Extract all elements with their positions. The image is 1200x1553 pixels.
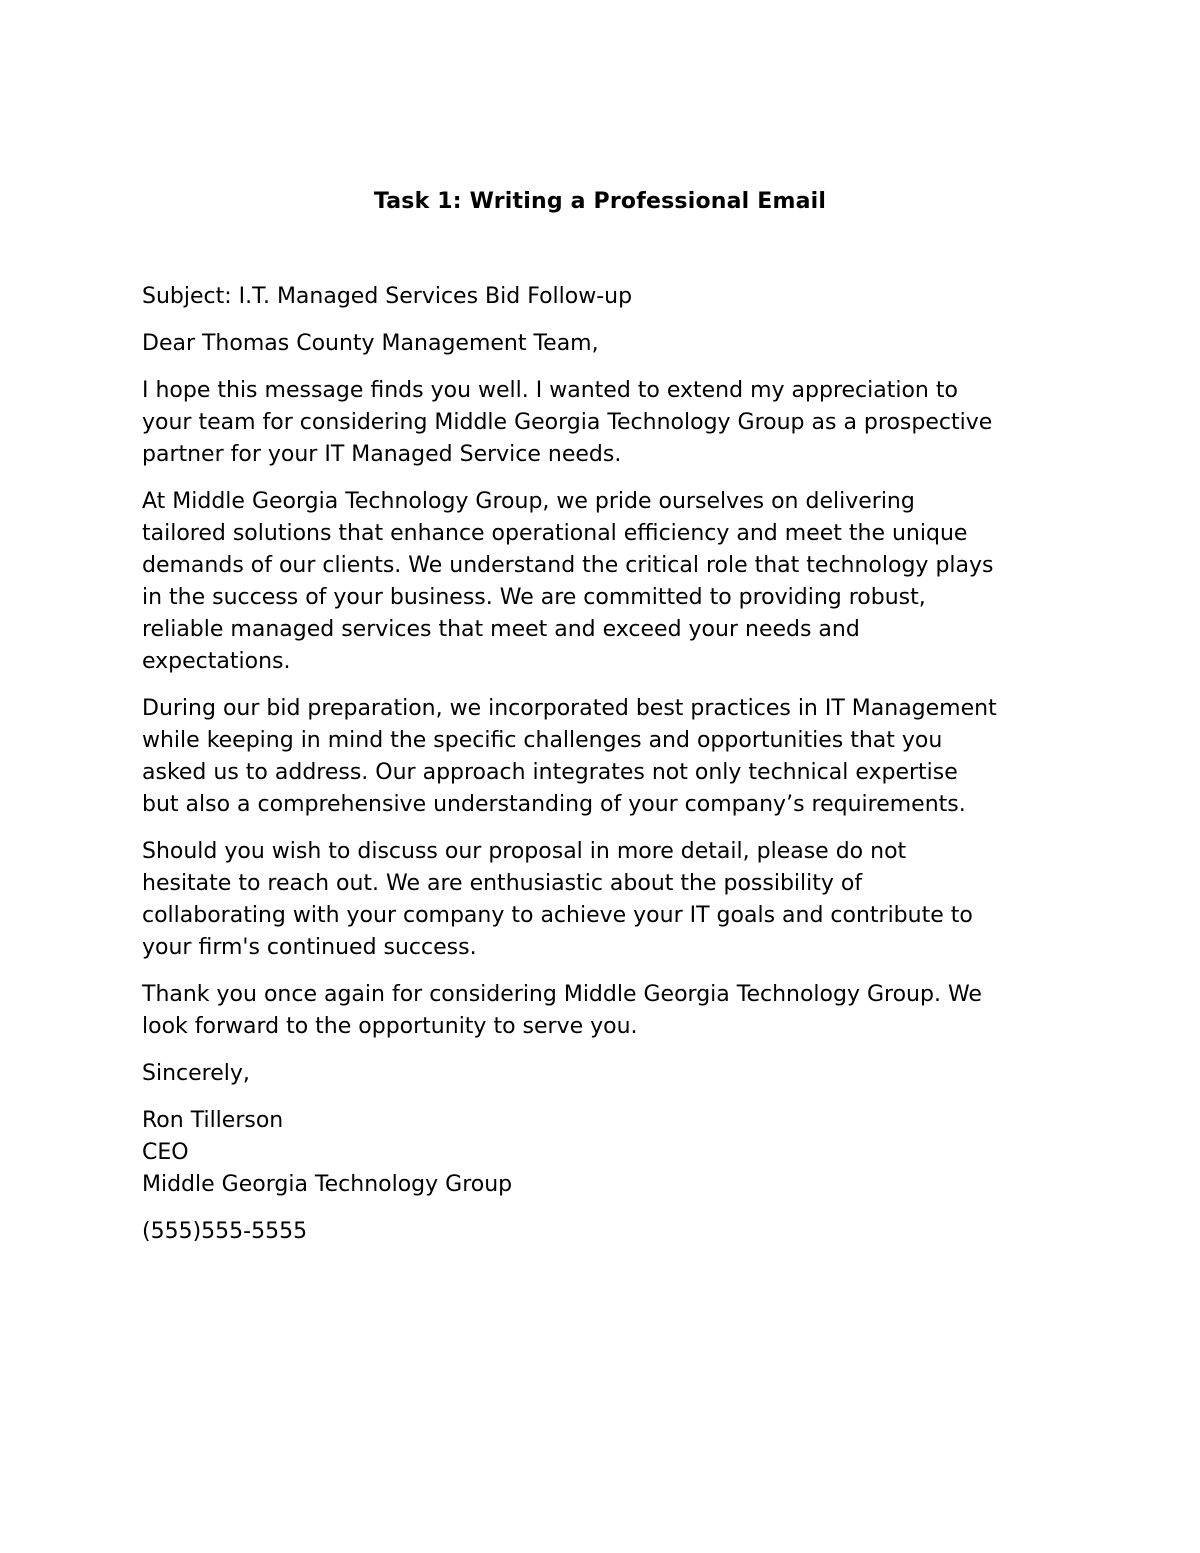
paragraph-5 [142, 979, 1062, 1043]
signature-company: Middle Georgia Technology Group [142, 1172, 513, 1197]
phone-number: (555)555-5555 [142, 1219, 308, 1244]
text-line: reliable managed services that meet and exceed your needs and [142, 617, 860, 642]
text-line: your team for considering Middle Georgia Technology Group as a prospective [142, 410, 993, 435]
text-line: partner for your IT Managed Service needs. [142, 442, 622, 467]
paragraph-2 [142, 486, 1062, 678]
text-line: while keeping in mind the specific challenges and opportunities that you [142, 728, 943, 753]
text-line: During our bid preparation, we incorporated best practices in IT Management [142, 696, 997, 721]
text-line: demands of our clients. We understand the critical role that technology plays [142, 553, 994, 578]
salutation: Dear Thomas County Management Team, [142, 331, 599, 356]
email-body [142, 281, 1062, 1263]
paragraph-1 [142, 375, 1062, 471]
text-line: expectations. [142, 649, 291, 674]
document-title: Task 1: Writing a Professional Email [373, 189, 827, 214]
paragraph-3 [142, 693, 1062, 821]
signature-position: CEO [142, 1140, 189, 1165]
text-line: At Middle Georgia Technology Group, we pride ourselves on delivering [142, 489, 915, 514]
text-line: hesitate to reach out. We are enthusiastic about the possibility of [142, 871, 863, 896]
text-line: Thank you once again for considering Middle Georgia Technology Group. We [142, 982, 982, 1007]
text-line: Should you wish to discuss our proposal in more detail, please do not [142, 839, 907, 864]
subject-line: Subject: I.T. Managed Services Bid Follow-up [142, 284, 633, 309]
text-line: your firm's continued success. [142, 935, 477, 960]
text-line: collaborating with your company to achieve your IT goals and contribute to [142, 903, 973, 928]
closing: Sincerely, [142, 1061, 250, 1086]
text-line: but also a comprehensive understanding of your company’s requirements. [142, 792, 966, 817]
text-line: I hope this message finds you well. I wanted to extend my appreciation to [142, 378, 958, 403]
signature-block [142, 1105, 1062, 1201]
text-line: look forward to the opportunity to serve you. [142, 1014, 638, 1039]
text-line: tailored solutions that enhance operational efficiency and meet the unique [142, 521, 968, 546]
text-line: asked us to address. Our approach integrates not only technical expertise [142, 760, 958, 785]
text-line: in the success of your business. We are committed to providing robust, [142, 585, 926, 610]
signature-name: Ron Tillerson [142, 1108, 284, 1133]
paragraph-4 [142, 836, 1062, 964]
